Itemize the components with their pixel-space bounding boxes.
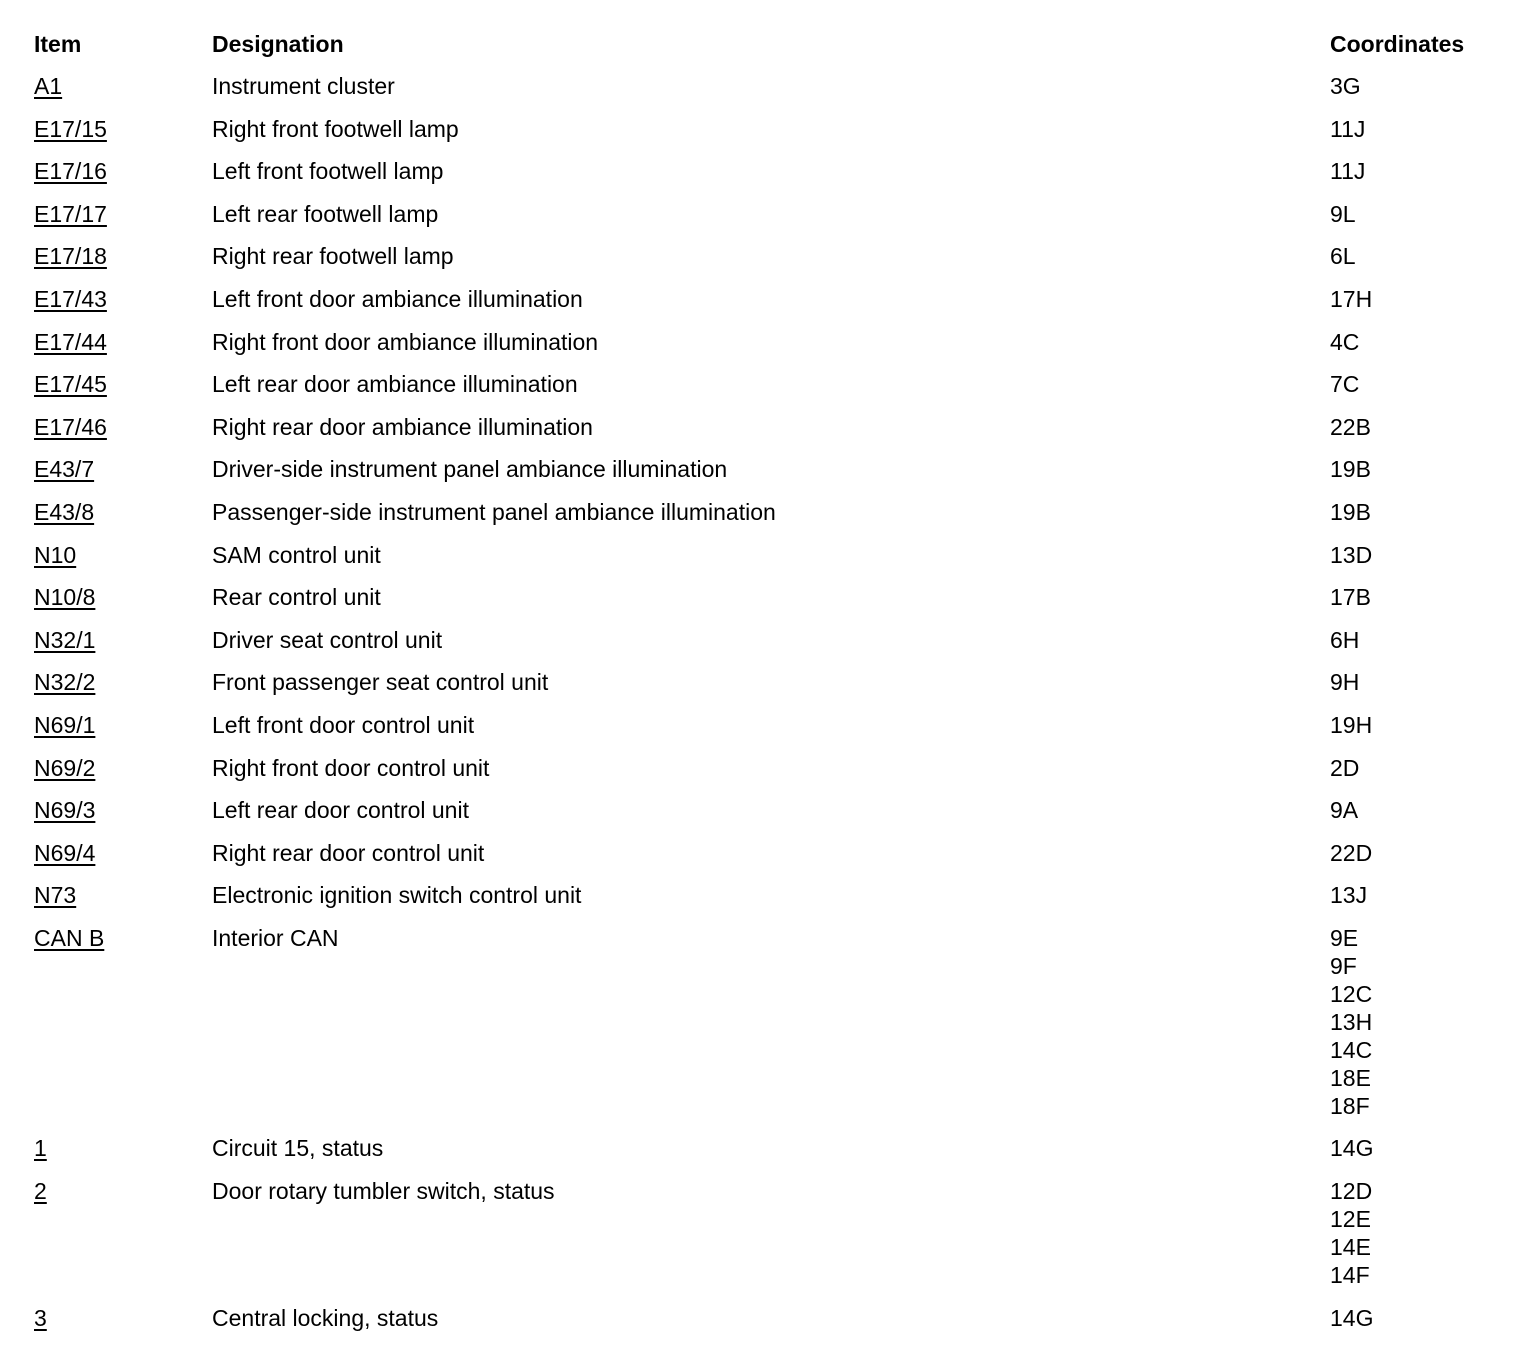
- designation-cell: Right rear door ambiance illumination: [212, 413, 593, 440]
- item-link[interactable]: N32/1: [34, 626, 96, 653]
- item-link[interactable]: E17/45: [34, 371, 107, 398]
- coordinates-cell: [1330, 626, 1504, 669]
- table-row: [34, 455, 1504, 498]
- item-cell: [34, 1134, 212, 1177]
- coordinate-value: 13H: [1330, 1008, 1373, 1035]
- designation-cell: Rear control unit: [212, 584, 381, 611]
- coordinate-value: 9F: [1330, 952, 1357, 979]
- item-link[interactable]: N32/2: [34, 669, 96, 696]
- table-row: [34, 754, 1504, 797]
- coordinate-value: 9A: [1330, 797, 1359, 824]
- item-link[interactable]: N69/1: [34, 711, 96, 738]
- item-cell: [34, 583, 212, 626]
- header-row: [34, 30, 1504, 72]
- coordinates-cell: [1330, 455, 1504, 498]
- table-row: [34, 796, 1504, 839]
- item-link[interactable]: E17/43: [34, 285, 107, 312]
- designation-cell: Left front door control unit: [212, 711, 475, 738]
- header-designation: Designation: [212, 31, 344, 57]
- coordinate-value: 14C: [1330, 1036, 1373, 1063]
- coordinate-value: 7C: [1330, 371, 1360, 398]
- coordinates-cell: [1330, 668, 1504, 711]
- item-cell: [34, 924, 212, 1135]
- coordinate-value: 12D: [1330, 1178, 1373, 1205]
- coordinates-cell: [1330, 285, 1504, 328]
- table-row: [34, 924, 1504, 1135]
- coordinate-value: 12E: [1330, 1206, 1371, 1233]
- coordinates-cell: [1330, 839, 1504, 882]
- item-link[interactable]: E17/17: [34, 200, 107, 227]
- designation-cell: Central locking, status: [212, 1304, 439, 1331]
- coordinate-value: 14G: [1330, 1135, 1374, 1162]
- coordinates-cell: [1330, 115, 1504, 158]
- coordinate-value: 14E: [1330, 1234, 1371, 1261]
- designation-cell: Driver-side instrument panel ambiance illumination: [212, 456, 728, 483]
- item-link[interactable]: N73: [34, 882, 77, 909]
- table-row: [34, 711, 1504, 754]
- item-cell: [34, 839, 212, 882]
- item-cell: [34, 754, 212, 797]
- designation-cell: Right front footwell lamp: [212, 115, 459, 142]
- item-cell: [34, 796, 212, 839]
- coordinate-value: 9L: [1330, 200, 1356, 227]
- item-link[interactable]: 1: [34, 1135, 47, 1162]
- table-row: [34, 115, 1504, 158]
- coordinates-cell: [1330, 583, 1504, 626]
- item-cell: [34, 498, 212, 541]
- item-link[interactable]: E17/44: [34, 328, 107, 355]
- coordinate-value: 9E: [1330, 924, 1359, 951]
- item-cell: [34, 285, 212, 328]
- designation-cell: Left rear door control unit: [212, 797, 469, 824]
- item-cell: [34, 1304, 212, 1347]
- table-row: [34, 370, 1504, 413]
- coordinate-value: 14G: [1330, 1304, 1374, 1331]
- designation-cell: Door rotary tumbler switch, status: [212, 1178, 555, 1205]
- coordinates-cell: [1330, 881, 1504, 924]
- designation-cell: Circuit 15, status: [212, 1135, 384, 1162]
- table-row: [34, 668, 1504, 711]
- item-cell: [34, 1177, 212, 1304]
- coordinates-cell: [1330, 541, 1504, 584]
- table-row: [34, 413, 1504, 456]
- table-row: [34, 157, 1504, 200]
- coordinate-value: 6H: [1330, 626, 1360, 653]
- table-row: [34, 328, 1504, 371]
- table-row: [34, 839, 1504, 882]
- coordinate-value: 11J: [1330, 115, 1366, 142]
- coordinates-cell: [1330, 1177, 1504, 1304]
- table-row: [34, 498, 1504, 541]
- coordinate-value: 19B: [1330, 456, 1371, 483]
- item-link[interactable]: N69/2: [34, 754, 96, 781]
- table-header: [34, 30, 1504, 72]
- item-link[interactable]: N10/8: [34, 584, 96, 611]
- coordinate-value: 11J: [1330, 158, 1366, 185]
- coordinate-value: 9H: [1330, 669, 1360, 696]
- table-row: [34, 200, 1504, 243]
- item-cell: [34, 328, 212, 371]
- coordinates-cell: [1330, 1304, 1504, 1347]
- designation-cell: Electronic ignition switch control unit: [212, 882, 582, 909]
- item-cell: [34, 668, 212, 711]
- designation-cell: Left front footwell lamp: [212, 158, 444, 185]
- item-link[interactable]: E17/46: [34, 413, 107, 440]
- item-cell: [34, 200, 212, 243]
- coordinate-value: 18F: [1330, 1092, 1370, 1119]
- table-body: [34, 72, 1504, 1346]
- table-row: [34, 881, 1504, 924]
- coordinate-value: 2D: [1330, 754, 1360, 781]
- item-link[interactable]: E43/7: [34, 456, 95, 483]
- designation-cell: Front passenger seat control unit: [212, 669, 549, 696]
- designation-cell: SAM control unit: [212, 541, 381, 568]
- item-cell: [34, 242, 212, 285]
- coordinate-value: 22B: [1330, 413, 1371, 440]
- coordinate-value: 17H: [1330, 285, 1373, 312]
- designation-cell: Left rear door ambiance illumination: [212, 371, 578, 398]
- item-link[interactable]: E43/8: [34, 498, 95, 525]
- coordinates-cell: [1330, 754, 1504, 797]
- item-cell: [34, 115, 212, 158]
- item-cell: [34, 413, 212, 456]
- table-row: [34, 1134, 1504, 1177]
- coordinate-value: 13J: [1330, 882, 1368, 909]
- item-cell: [34, 370, 212, 413]
- component-legend-table: [34, 30, 1504, 1346]
- table-row: [34, 583, 1504, 626]
- coordinates-cell: [1330, 1134, 1504, 1177]
- item-link[interactable]: A1: [34, 73, 63, 99]
- item-link[interactable]: E17/16: [34, 158, 107, 185]
- item-link[interactable]: E17/15: [34, 115, 107, 142]
- coordinate-value: 17B: [1330, 584, 1371, 611]
- designation-cell: Passenger-side instrument panel ambiance illumination: [212, 498, 776, 525]
- designation-cell: Right front door ambiance illumination: [212, 328, 599, 355]
- table-row: [34, 1177, 1504, 1304]
- coordinates-cell: [1330, 498, 1504, 541]
- item-link[interactable]: CAN B: [34, 924, 105, 951]
- coordinate-value: 6L: [1330, 243, 1356, 270]
- coordinates-cell: [1330, 711, 1504, 754]
- coordinate-value: 18E: [1330, 1064, 1371, 1091]
- coordinates-cell: [1330, 157, 1504, 200]
- table-row: [34, 285, 1504, 328]
- item-link[interactable]: N69/3: [34, 797, 96, 824]
- item-cell: [34, 626, 212, 669]
- item-link[interactable]: N10: [34, 541, 77, 568]
- header-coordinates: Coordinates: [1330, 31, 1465, 57]
- coordinates-cell: [1330, 328, 1504, 371]
- coordinate-value: 12C: [1330, 980, 1373, 1007]
- table-row: [34, 242, 1504, 285]
- item-link[interactable]: 2: [34, 1178, 47, 1205]
- designation-cell: Left front door ambiance illumination: [212, 285, 583, 312]
- designation-cell: Driver seat control unit: [212, 626, 443, 653]
- coordinates-cell: [1330, 72, 1504, 115]
- coordinates-cell: [1330, 796, 1504, 839]
- coordinate-value: 13D: [1330, 541, 1373, 568]
- table-row: [34, 1304, 1504, 1347]
- table-row: [34, 541, 1504, 584]
- designation-cell: Interior CAN: [212, 924, 339, 951]
- coordinate-value: 14F: [1330, 1262, 1370, 1289]
- item-link[interactable]: 3: [34, 1304, 47, 1331]
- item-cell: [34, 72, 212, 115]
- coordinates-cell: [1330, 200, 1504, 243]
- item-link[interactable]: N69/4: [34, 839, 96, 866]
- coordinate-value: 19H: [1330, 711, 1373, 738]
- coordinates-cell: [1330, 924, 1504, 1135]
- item-cell: [34, 881, 212, 924]
- item-cell: [34, 157, 212, 200]
- coordinate-value: 22D: [1330, 839, 1373, 866]
- coordinate-value: 3G: [1330, 73, 1361, 99]
- designation-cell: Right rear door control unit: [212, 839, 485, 866]
- item-cell: [34, 711, 212, 754]
- coordinates-cell: [1330, 413, 1504, 456]
- coordinate-value: 19B: [1330, 498, 1371, 525]
- item-link[interactable]: E17/18: [34, 243, 107, 270]
- table-row: [34, 626, 1504, 669]
- designation-cell: Instrument cluster: [212, 73, 395, 99]
- header-item: Item: [34, 31, 82, 57]
- designation-cell: Left rear footwell lamp: [212, 200, 439, 227]
- coordinates-cell: [1330, 370, 1504, 413]
- coordinates-cell: [1330, 242, 1504, 285]
- designation-cell: Right rear footwell lamp: [212, 243, 454, 270]
- table-row: [34, 72, 1504, 115]
- item-cell: [34, 541, 212, 584]
- item-cell: [34, 455, 212, 498]
- coordinate-value: 4C: [1330, 328, 1360, 355]
- designation-cell: Right front door control unit: [212, 754, 490, 781]
